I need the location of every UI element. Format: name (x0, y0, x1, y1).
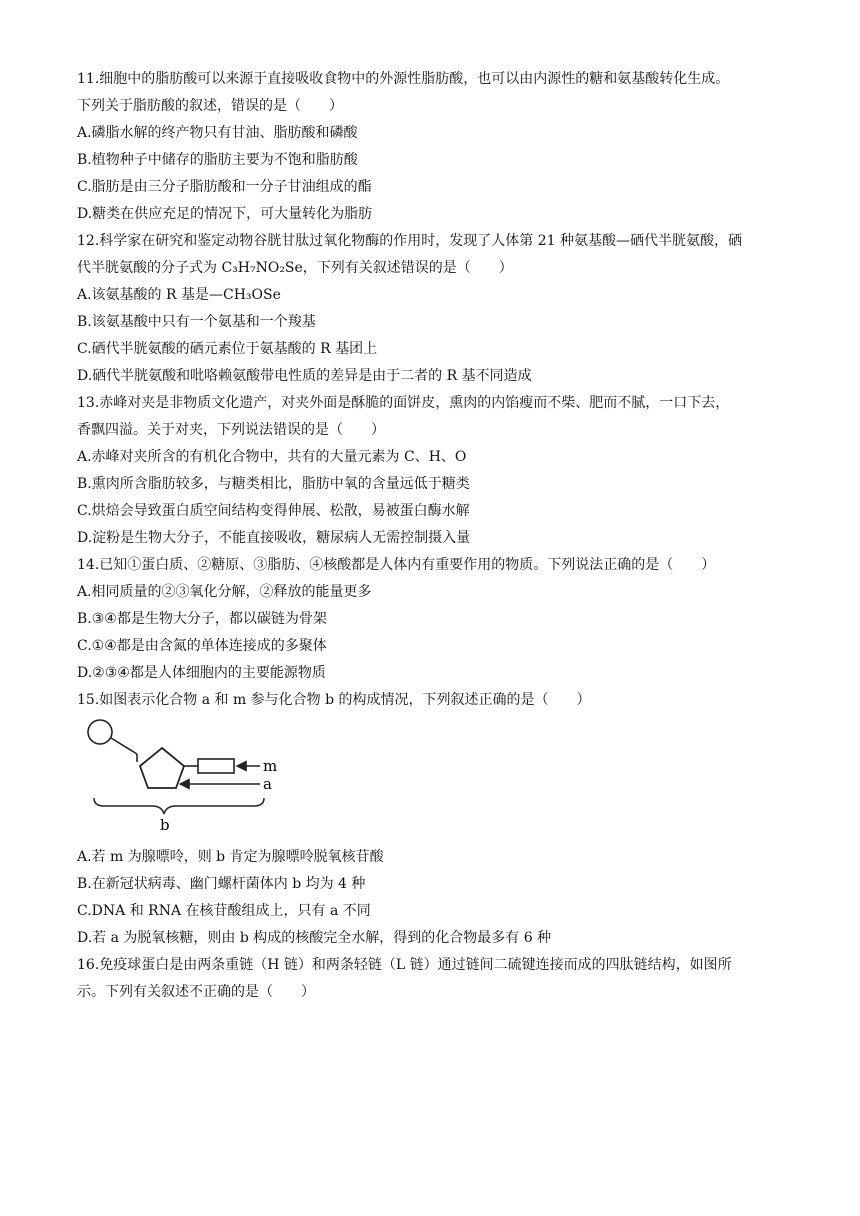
phosphate-bond (111, 738, 137, 754)
q11-option-a: A.磷脂水解的终产物只有甘油、脂肪酸和磷酸 (77, 125, 358, 141)
q13-option-a: A.赤峰对夹所含的有机化合物中，共有的大量元素为 C、H、O (77, 449, 467, 465)
q15-option-a: A.若 m 为腺嘌呤，则 b 肯定为腺嘌呤脱氧核苷酸 (77, 849, 384, 865)
q12-option-c: C.硒代半胱氨酸的硒元素位于氨基酸的 R 基团上 (77, 341, 378, 357)
q12-stem-line-2: 代半胱氨酸的分子式为 C₃H₇NO₂Se，下列有关叙述错误的是（ ） (77, 260, 513, 276)
q14-option-c: C.①④都是由含氮的单体连接成的多聚体 (77, 638, 327, 654)
q11-stem-line-1: 11.细胞中的脂肪酸可以来源于直接吸收食物中的外源性脂肪酸，也可以由内源性的糖和氨基酸转化生成。 (77, 71, 730, 87)
q14-option-a: A.相同质量的②③氧化分解，②释放的能量更多 (77, 584, 372, 600)
q14-stem-line-1: 14.已知①蛋白质、②糖原、③脂肪、④核酸都是人体内有重要作用的物质。下列说法正确的是（ ） (77, 557, 716, 573)
q13-option-d: D.淀粉是生物大分子，不能直接吸收，糖尿病人无需控制摄入量 (77, 530, 471, 546)
nucleotide-diagram (77, 716, 797, 838)
q13-option-c: C.烘焙会导致蛋白质空间结构变得伸展、松散，易被蛋白酶水解 (77, 503, 470, 519)
question-list (77, 66, 797, 1006)
q12-option-d: D.硒代半胱氨酸和吡咯赖氨酸带电性质的差异是由于二者的 R 基不同造成 (77, 368, 532, 384)
q11-option-b: B.植物种子中储存的脂肪主要为不饱和脂肪酸 (77, 152, 358, 168)
q11-stem-line-2: 下列关于脂肪酸的叙述，错误的是（ ） (77, 98, 343, 114)
q11-option-c: C.脂肪是由三分子脂肪酸和一分子甘油组成的酯 (77, 179, 372, 195)
label-a: a (263, 775, 272, 793)
label-m: m (263, 757, 278, 775)
q13-option-b: B.熏肉所含脂肪较多，与糖类相比，脂肪中氧的含量远低于糖类 (77, 476, 470, 492)
q14-option-d: D.②③④都是人体细胞内的主要能源物质 (77, 665, 326, 681)
q15-stem-line-1: 15.如图表示化合物 a 和 m 参与化合物 b 的构成情况，下列叙述正确的是（ ） (77, 692, 591, 708)
pentose-ring (140, 748, 184, 788)
base-rectangle (198, 759, 234, 773)
q15-option-c: C.DNA 和 RNA 在核苷酸组成上，只有 a 不同 (77, 903, 371, 919)
q15-option-b: B.在新冠状病毒、幽门螺杆菌体内 b 均为 4 种 (77, 876, 366, 892)
q12-option-b: B.该氨基酸中只有一个氨基和一个羧基 (77, 314, 316, 330)
q11-option-d: D.糖类在供应充足的情况下，可大量转化为脂肪 (77, 206, 373, 222)
q15-option-d: D.若 a 为脱氧核糖，则由 b 构成的核酸完全水解，得到的化合物最多有 6 种 (77, 930, 552, 946)
q16-stem-line-2: 示。下列有关叙述不正确的是（ ） (77, 984, 315, 1000)
q16-stem-line-1: 16.免疫球蛋白是由两条重链（H 链）和两条轻链（L 链）通过链间二硫键连接而成的四肽链结构，如图所 (77, 957, 732, 973)
q12-stem-line-1: 12.科学家在研究和鉴定动物谷胱甘肽过氧化物酶的作用时，发现了人体第 21 种氨基酸—硒代半胱氨酸，硒 (77, 233, 742, 249)
q13-stem-line-2: 香飘四溢。关于对夹，下列说法错误的是（ ） (77, 422, 385, 438)
brace-b (94, 798, 264, 814)
q14-option-b: B.③④都是生物大分子，都以碳链为骨架 (77, 611, 327, 627)
label-b: b (160, 816, 170, 834)
q13-stem-line-1: 13.赤峰对夹是非物质文化遗产，对夹外面是酥脆的面饼皮，熏肉的内馅瘦而不柴、肥而不腻，一口下去， (77, 395, 730, 411)
q12-option-a: A.该氨基酸的 R 基是—CH₃OSe (77, 287, 281, 303)
phosphate-circle (88, 720, 112, 744)
